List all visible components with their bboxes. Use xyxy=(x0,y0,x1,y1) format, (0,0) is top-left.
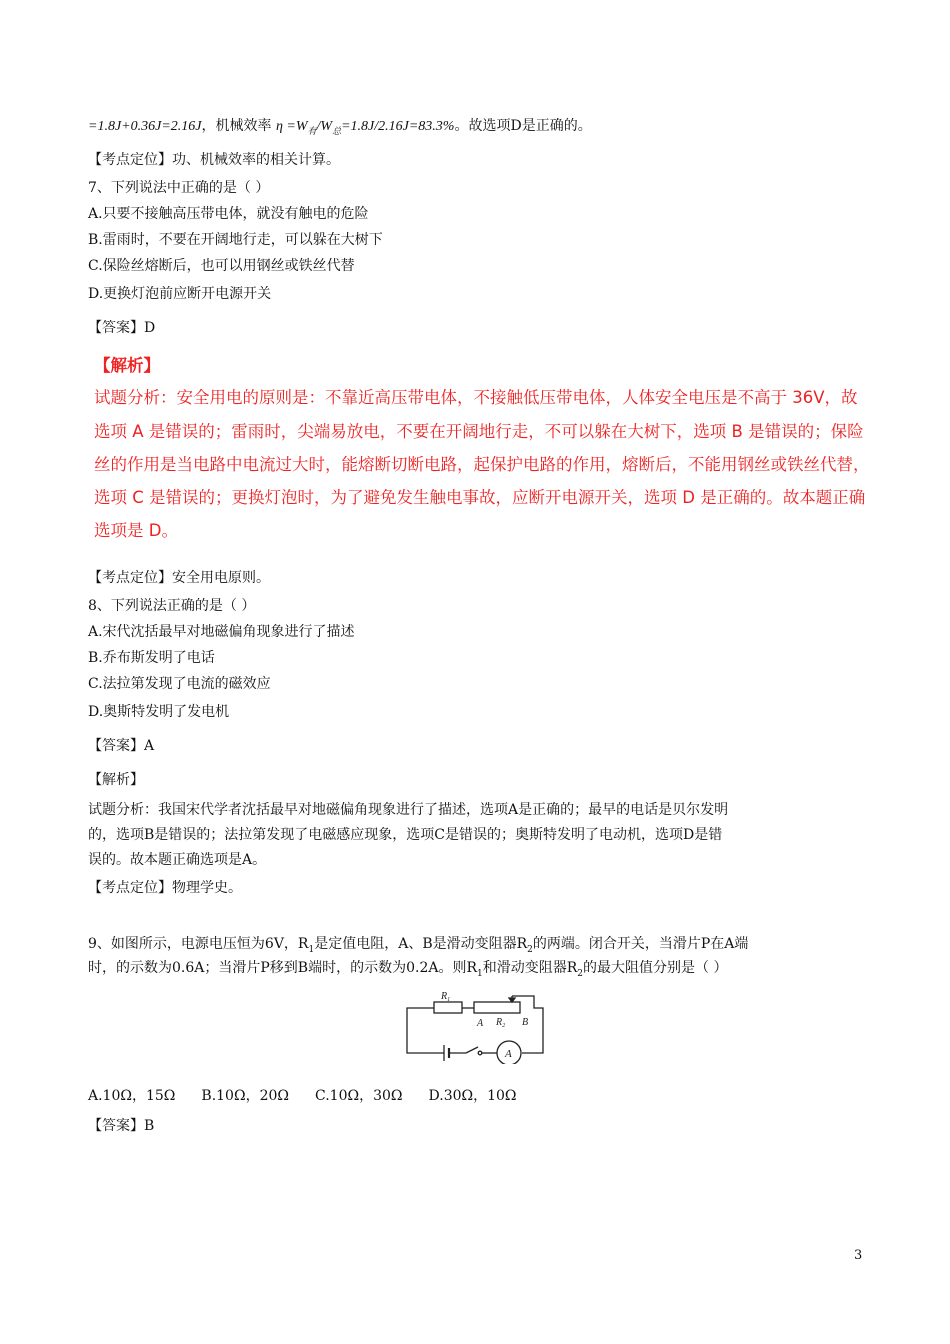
q8-analysis-line-2: 的，选项B是错误的；法拉第发现了电磁感应现象，选项C是错误的；奥斯特发明了电动机，选项D是错 xyxy=(88,827,723,843)
q7-kaodian: 【考点定位】安全用电原则。 xyxy=(88,570,270,586)
q9-option-d: D.30Ω，10Ω xyxy=(428,1088,517,1104)
q9-stem-part: 9、如图所示，电源电压恒为6V，R xyxy=(88,936,309,952)
q8-analysis-line-3: 误的。故本题正确选项是A。 xyxy=(88,852,267,868)
q9-stem-line-2 xyxy=(88,958,727,978)
w-symbol: =W xyxy=(286,119,308,134)
circuit-wire-left xyxy=(407,1008,444,1053)
ammeter-label: A xyxy=(505,1048,512,1060)
q9-option-c: C.10Ω，30Ω xyxy=(315,1088,403,1104)
q8-option-b: B.乔布斯发明了电话 xyxy=(88,650,215,666)
q9-stem-part: 的最大阻值分别是（ ） xyxy=(583,960,728,976)
switch-blade xyxy=(466,1047,478,1053)
q8-analysis-line-1: 试题分析：我国宋代学者沈括最早对地磁偏角现象进行了描述，选项A是正确的；最早的电话是贝尔发明 xyxy=(88,802,729,818)
resistor-r1 xyxy=(434,1002,462,1013)
q7-analysis-line-5: 选项是 D。 xyxy=(94,521,178,540)
q6-kaodian: 【考点定位】功、机械效率的相关计算。 xyxy=(88,152,340,168)
q9-answer: 【答案】B xyxy=(88,1118,155,1134)
r1-label: $R_1$ xyxy=(441,991,451,1003)
r2-sub: 2 xyxy=(577,968,584,979)
rheostat-b-label: B xyxy=(522,1017,529,1028)
sub-you: 有 xyxy=(307,125,317,136)
q7-analysis-line-1: 试题分析：安全用电的原则是：不靠近高压带电体，不接触低压带电体，人体安全电压是不高于 36V，故 xyxy=(94,388,858,407)
q7-analysis-line-4: 选项 C 是错误的；更换灯泡时，为了避免发生触电事故，应断开电源开关，选项 D 是正确的。故本题正确 xyxy=(94,488,866,507)
q9-options xyxy=(88,1086,517,1106)
eta-symbol: η xyxy=(275,119,283,134)
q9-stem-part: 和滑动变阻器R xyxy=(482,960,578,976)
r2-label: $R_2$ xyxy=(496,1017,506,1029)
q9-stem-line-1 xyxy=(88,934,748,954)
q9-option-a: A.10Ω，15Ω xyxy=(88,1088,176,1104)
q7-analysis-head: 【解析】 xyxy=(94,356,160,375)
q8-answer: 【答案】A xyxy=(88,738,155,754)
r1-sub: 1 xyxy=(477,968,483,979)
q7-stem: 7、下列说法中正确的是（ ） xyxy=(88,180,270,196)
q6-efficiency-label: ，机械效率 xyxy=(201,118,272,134)
q7-analysis-line-3: 丝的作用是当电路中电流过大时，能熔断切断电路，起保护电路的作用，熔断后，不能用钢丝或铁丝代替， xyxy=(94,455,870,474)
rheostat-r2 xyxy=(474,1002,520,1013)
q8-kaodian: 【考点定位】物理学史。 xyxy=(88,880,242,896)
q7-analysis-line-2: 选项 A 是错误的；雷雨时，尖端易放电，不要在开阔地行走，不可以躲在大树下，选项 B 是错误的；保险 xyxy=(94,422,864,441)
q8-stem: 8、下列说法正确的是（ ） xyxy=(88,598,256,614)
q7-option-d: D.更换灯泡前应断开电源开关 xyxy=(88,286,272,302)
q7-option-c: C.保险丝熔断后，也可以用钢丝或铁丝代替 xyxy=(88,258,355,274)
q8-option-d: D.奥斯特发明了发电机 xyxy=(88,704,230,720)
q9-option-b: B.10Ω，20Ω xyxy=(201,1088,289,1104)
r1-sub: 1 xyxy=(308,944,315,955)
q6-work-formula: =1.8J+0.36J=2.16J xyxy=(88,119,202,134)
w-total-symbol: /W xyxy=(316,119,333,134)
sub-zong: 总 xyxy=(332,125,342,136)
q6-conclusion: 。故选项D是正确的。 xyxy=(454,118,592,134)
q7-option-b: B.雷雨时，不要在开阔地行走，可以躲在大树下 xyxy=(88,232,383,248)
q8-analysis-head: 【解析】 xyxy=(88,772,144,788)
q9-stem-part: 时，的示数为0.6A；当滑片P移到B端时，的示数为0.2A。则R xyxy=(88,960,477,976)
r2-sub: 2 xyxy=(527,944,533,955)
q9-stem-part: 的两端。闭合开关，当滑片P在A端 xyxy=(532,936,749,952)
q9-stem-part: 是定值电阻，A、B是滑动变阻器R xyxy=(314,936,528,952)
q6-formula-line xyxy=(88,116,592,137)
q7-option-a: A.只要不接触高压带电体，就没有触电的危险 xyxy=(88,206,369,222)
switch-contact xyxy=(478,1051,482,1055)
efficiency-result: =1.8J/2.16J=83.3% xyxy=(341,119,455,134)
q6-efficiency-formula xyxy=(276,119,455,134)
rheostat-a-label: A xyxy=(477,1018,484,1029)
q8-option-c: C.法拉第发现了电流的磁效应 xyxy=(88,676,271,692)
q8-option-a: A.宋代沈括最早对地磁偏角现象进行了描述 xyxy=(88,624,355,640)
page-number: 3 xyxy=(854,1248,863,1263)
circuit-diagram xyxy=(404,990,548,1064)
q7-answer: 【答案】D xyxy=(88,320,156,336)
